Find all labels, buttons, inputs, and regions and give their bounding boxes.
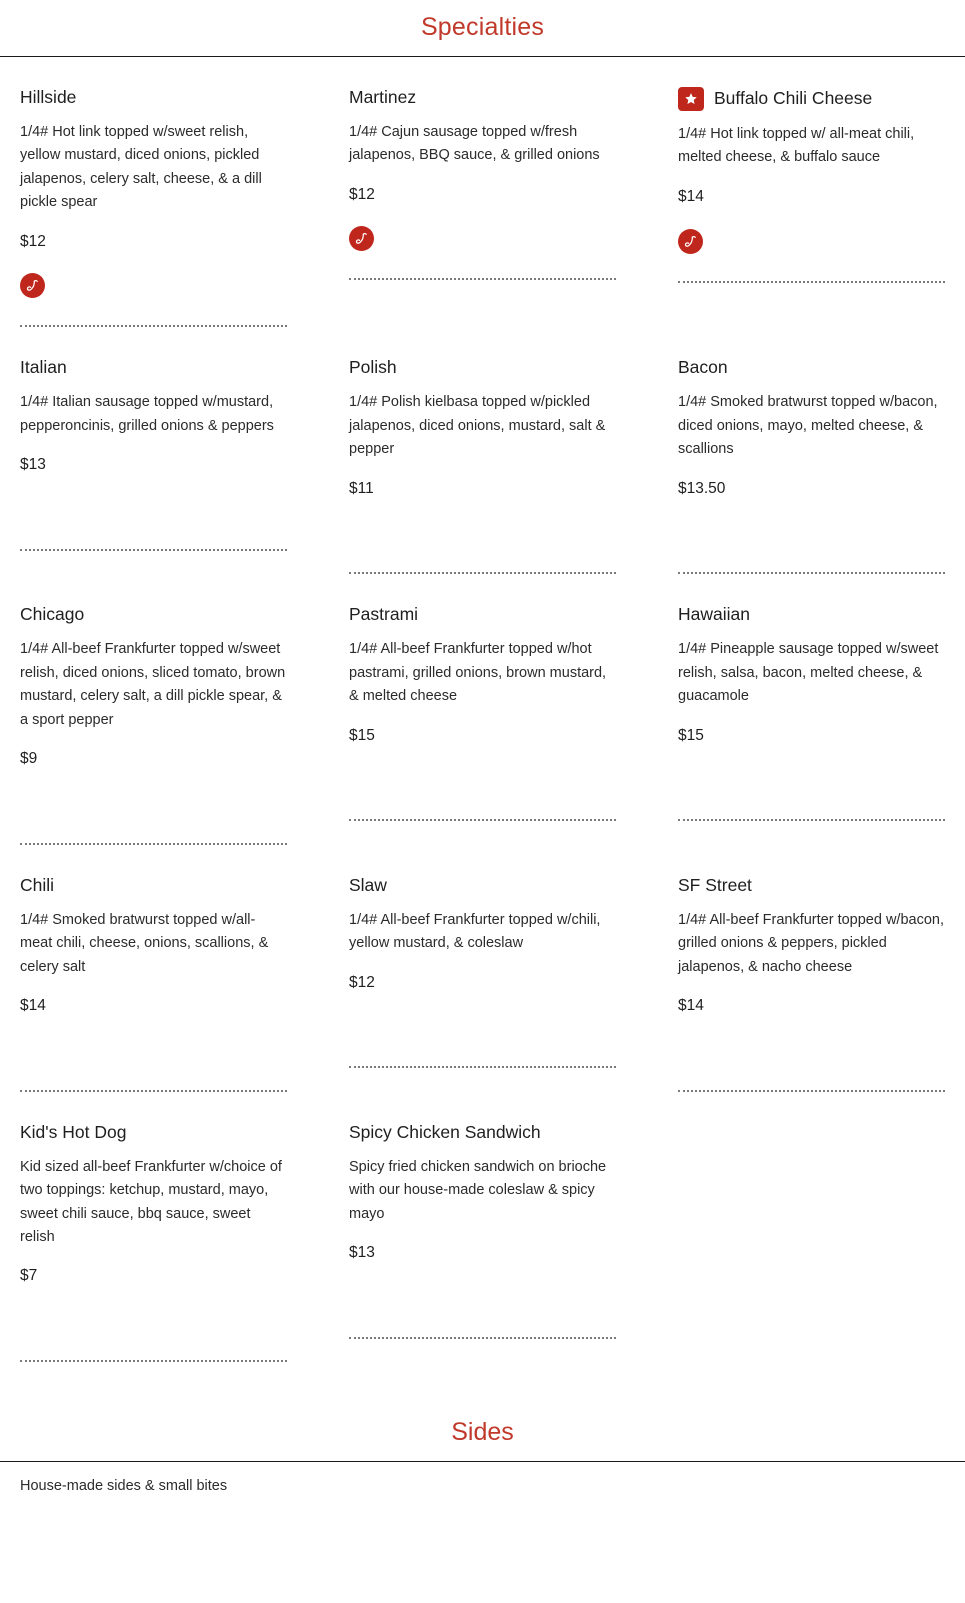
specialties-section-header xyxy=(0,0,965,56)
menu-item-placeholder xyxy=(678,1092,945,1362)
menu-item-heading xyxy=(678,87,945,111)
menu-item[interactable] xyxy=(349,1092,616,1362)
menu-item-heading xyxy=(349,1122,616,1144)
menu-item-price: $14 xyxy=(678,187,704,205)
menu-item[interactable] xyxy=(678,57,945,327)
menu-item-description: 1/4# Cajun sausage topped w/fresh jalapenos, BBQ sauce, & grilled onions xyxy=(349,123,600,164)
menu-item-price: $13 xyxy=(349,1243,375,1261)
menu-item-heading xyxy=(349,875,616,897)
spicy-badge-row xyxy=(678,229,945,255)
menu-item[interactable] xyxy=(678,574,945,844)
menu-item-description: 1/4# All-beef Frankfurter topped w/sweet relish, diced onions, sliced tomato, brown mustard, celery salt, a dill pickle spear, & a sport pepper xyxy=(20,641,286,728)
menu-item[interactable] xyxy=(349,845,616,1092)
menu-item-heading xyxy=(349,604,616,626)
menu-item[interactable] xyxy=(20,845,287,1092)
menu-item-description: 1/4# Hot link topped w/sweet relish, yellow mustard, diced onions, pickled jalapenos, celery salt, cheese, & a dill pickle spear xyxy=(20,123,262,211)
menu-item-price: $14 xyxy=(678,997,704,1015)
sides-section xyxy=(0,1418,965,1494)
menu-item[interactable] xyxy=(349,57,616,327)
menu-item-description: Spicy fried chicken sandwich on brioche with our house-made coleslaw & spicy mayo xyxy=(349,1158,607,1222)
menu-item-price: $15 xyxy=(678,726,704,744)
menu-item[interactable] xyxy=(349,327,616,574)
menu-item-name: Chili xyxy=(20,874,55,895)
menu-item-price: $11 xyxy=(349,479,374,497)
menu-item-name: Spicy Chicken Sandwich xyxy=(349,1121,541,1142)
menu-item[interactable] xyxy=(20,574,287,844)
menu-item-price: $13 xyxy=(20,456,46,474)
spicy-badge-row xyxy=(20,273,287,299)
menu-item-description: 1/4# All-beef Frankfurter topped w/hot pastrami, grilled onions, brown mustard, & melted cheese xyxy=(349,641,607,705)
menu-item-description: 1/4# All-beef Frankfurter topped w/chili, yellow mustard, & coleslaw xyxy=(349,911,601,952)
menu-item-heading xyxy=(349,87,616,109)
menu-item-price: $12 xyxy=(349,185,375,203)
menu-item-price: $15 xyxy=(349,726,375,744)
menu-item-name: Chicago xyxy=(20,604,85,625)
menu-item-name: Slaw xyxy=(349,874,387,895)
menu-item[interactable] xyxy=(20,57,287,327)
menu-item-description: 1/4# Hot link topped w/ all-meat chili, melted cheese, & buffalo sauce xyxy=(678,126,915,166)
menu-item-heading xyxy=(349,357,616,379)
menu-item[interactable] xyxy=(678,845,945,1092)
menu-item-name: Pastrami xyxy=(349,604,419,625)
menu-item[interactable] xyxy=(678,327,945,574)
star-icon xyxy=(678,87,704,111)
menu-item-description: 1/4# Pineapple sausage topped w/sweet relish, salsa, bacon, melted cheese, & guacamole xyxy=(678,641,939,705)
menu-item-heading xyxy=(678,604,945,626)
menu-item-description: 1/4# Italian sausage topped w/mustard, pepperoncinis, grilled onions & peppers xyxy=(20,394,274,434)
menu-item[interactable] xyxy=(349,574,616,844)
item-divider xyxy=(349,278,616,280)
item-divider xyxy=(678,281,945,283)
menu-item-description: Kid sized all-beef Frankfurter w/choice of two toppings: ketchup, mustard, mayo, sweet chili sauce, bbq sauce, sweet relish xyxy=(20,1158,282,1245)
menu-item-price: $14 xyxy=(20,997,46,1015)
menu-item-name: Kid's Hot Dog xyxy=(20,1121,127,1142)
menu-item-name: Hillside xyxy=(20,87,77,107)
menu-item-price: $12 xyxy=(20,232,46,250)
menu-item-heading xyxy=(678,357,945,379)
item-divider xyxy=(349,819,616,821)
item-divider xyxy=(349,1337,616,1339)
menu-item-heading xyxy=(20,604,287,626)
menu-item-name: Italian xyxy=(20,357,67,378)
chili-pepper-icon xyxy=(678,229,703,254)
menu-item-heading xyxy=(20,1122,287,1144)
menu-item-name: Polish xyxy=(349,357,397,378)
menu-item-heading xyxy=(20,87,287,109)
menu-item-price: $12 xyxy=(349,973,375,991)
chili-pepper-icon xyxy=(349,226,374,251)
menu-item-heading xyxy=(20,875,287,897)
specialties-grid xyxy=(0,57,965,1362)
menu-item-heading xyxy=(678,875,945,897)
sides-title: Sides xyxy=(451,1418,514,1447)
menu-item-name: SF Street xyxy=(678,874,752,895)
item-divider xyxy=(20,1360,287,1362)
menu-item[interactable] xyxy=(20,327,287,574)
menu-item-description: 1/4# All-beef Frankfurter topped w/bacon, grilled onions & peppers, pickled jalapenos, & nacho cheese xyxy=(678,911,944,975)
menu-item-description: 1/4# Polish kielbasa topped w/pickled jalapenos, diced onions, mustard, salt & pepper xyxy=(349,394,606,458)
menu-item-description: 1/4# Smoked bratwurst topped w/bacon, diced onions, mayo, melted cheese, & scallions xyxy=(678,394,938,458)
menu-item-heading xyxy=(20,357,287,379)
item-divider xyxy=(20,549,287,551)
menu-item-price: $13.50 xyxy=(678,479,726,497)
item-divider xyxy=(678,819,945,821)
menu-item[interactable] xyxy=(20,1092,287,1362)
menu-item-price: $9 xyxy=(20,750,38,768)
item-divider xyxy=(678,1196,945,1197)
spicy-badge-row xyxy=(349,226,616,252)
menu-item-name: Buffalo Chili Cheese xyxy=(714,88,873,109)
page-title: Specialties xyxy=(420,13,545,41)
item-divider xyxy=(349,1066,616,1068)
menu-item-description: 1/4# Smoked bratwurst topped w/all-meat chili, cheese, onions, scallions, & celery salt xyxy=(20,911,269,975)
menu-item-name: Martinez xyxy=(349,87,417,107)
menu-item-name: Hawaiian xyxy=(678,604,750,625)
menu-item-name: Bacon xyxy=(678,357,728,378)
sides-note: House-made sides & small bites xyxy=(20,1478,228,1495)
chili-pepper-icon xyxy=(20,273,45,298)
menu-item-price: $7 xyxy=(20,1267,38,1285)
